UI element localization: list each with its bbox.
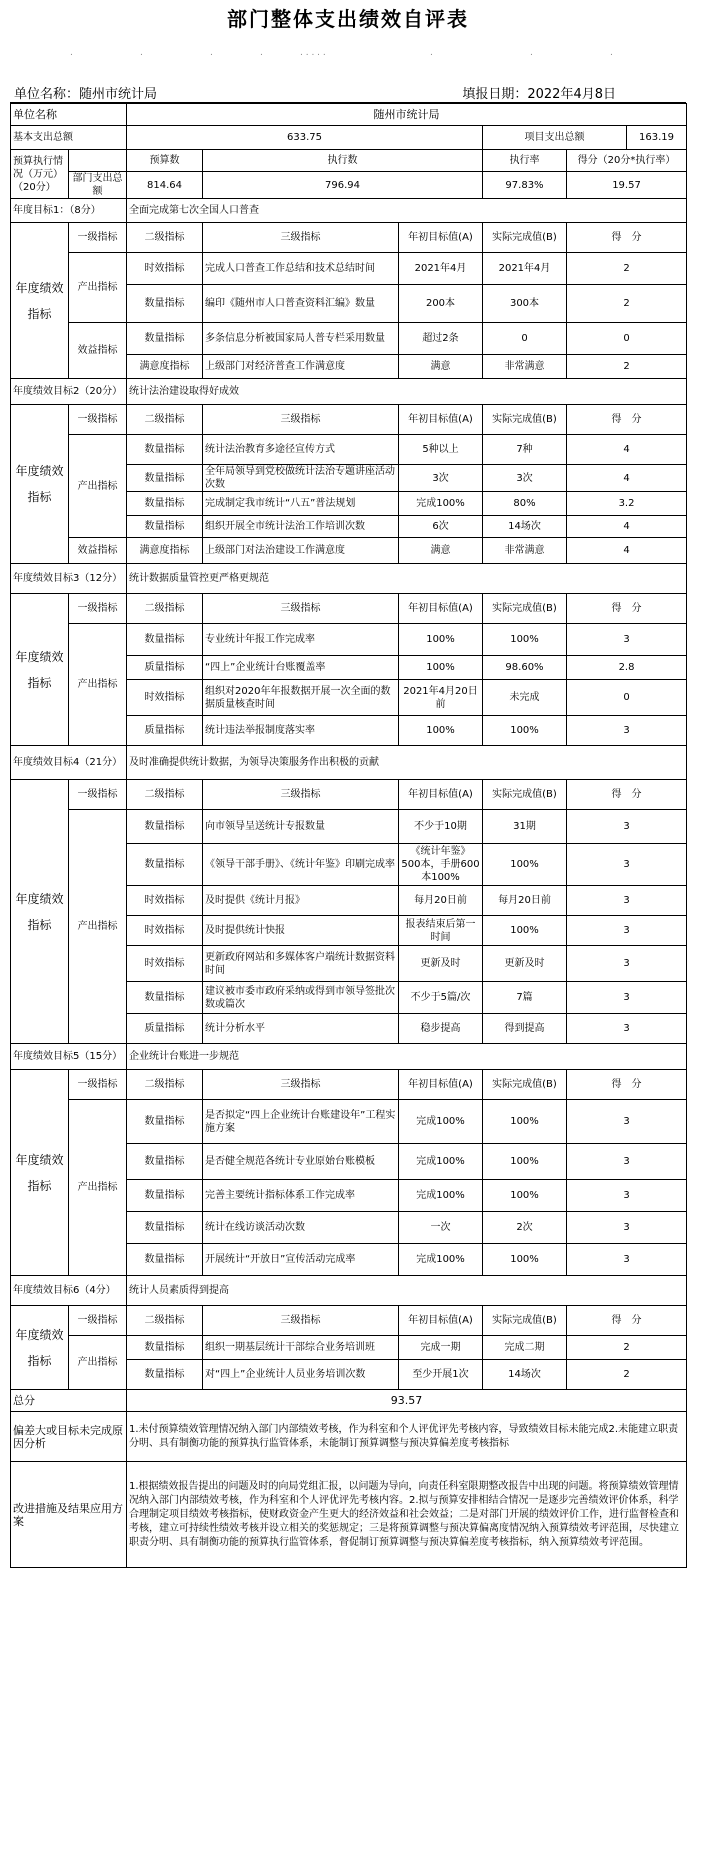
rate-value: 97.83% [483,172,567,199]
header-target: 年初目标值(A) [399,1306,483,1336]
header-target: 年初目标值(A) [399,223,483,253]
budget-header-rate: 执行率 [483,150,567,172]
fill-date-label: 填报日期：2022年4月8日 [462,87,616,102]
level2-indicator: 数量指标 [127,492,203,516]
indicator-block-label: 年度绩效指标 [11,1070,69,1276]
target-value: 完成一期 [399,1336,483,1360]
header-level2: 二级指标 [127,1306,203,1336]
score-value: 3 [567,916,687,946]
level3-indicator: 上级部门对法治建设工作满意度 [203,538,399,564]
project-total-value: 163.19 [627,126,687,150]
header-score: 得 分 [567,1070,687,1100]
target-value: 完成100% [399,1180,483,1212]
basic-total-value: 633.75 [127,126,483,150]
target-value: 100% [399,656,483,680]
target-value: 不少于10期 [399,810,483,844]
header-score: 得 分 [567,223,687,253]
level3-indicator: 组织开展全市统计法治工作培训次数 [203,516,399,538]
indicator-block-label: 年度绩效指标 [11,223,69,379]
score-value: 2 [567,253,687,285]
score-value: 19.57 [567,172,687,199]
level1-indicator: 产出指标 [69,1100,127,1276]
score-value: 3 [567,982,687,1014]
actual-value: 2021年4月 [483,253,567,285]
measures-label: 改进措施及结果应用方案 [11,1462,127,1568]
score-value: 3 [567,1144,687,1180]
target-value: 3次 [399,465,483,492]
level1-indicator: 效益指标 [69,323,127,379]
level3-indicator: 《领导干部手册》、《统计年鉴》印刷完成率 [203,844,399,886]
level1-indicator: 产出指标 [69,435,127,538]
target-value: 至少开展1次 [399,1360,483,1390]
target-value: 稳步提高 [399,1014,483,1044]
target-value: 200本 [399,285,483,323]
header-level2: 二级指标 [127,223,203,253]
header-level3: 三级指标 [203,594,399,624]
actual-value: 非常满意 [483,355,567,379]
header-target: 年初目标值(A) [399,780,483,810]
total-value: 93.57 [127,1390,687,1412]
deviation-label: 偏差大或目标未完成原因分析 [11,1412,127,1462]
goal-label: 年度绩效目标3（12分） [11,564,127,594]
actual-value: 0 [483,323,567,355]
header-score: 得 分 [567,780,687,810]
actual-value: 80% [483,492,567,516]
score-value: 2 [567,1336,687,1360]
level1-indicator: 效益指标 [69,538,127,564]
level2-indicator: 数量指标 [127,844,203,886]
level2-indicator: 数量指标 [127,1180,203,1212]
level2-indicator: 质量指标 [127,1014,203,1044]
target-value: 完成100% [399,1100,483,1144]
level3-indicator: “四上”企业统计台账覆盖率 [203,656,399,680]
score-value: 4 [567,538,687,564]
level2-indicator: 数量指标 [127,1336,203,1360]
target-value: 更新及时 [399,946,483,982]
dept-total-label: 部门支出总额 [69,172,127,199]
header-actual: 实际完成值(B) [483,780,567,810]
level3-indicator: 统计法治教育多途径宣传方式 [203,435,399,465]
level2-indicator: 数量指标 [127,810,203,844]
actual-value: 100% [483,916,567,946]
dotted-separator: . . . . . . . . . . . . [70,48,613,58]
actual-value: 300本 [483,285,567,323]
actual-value: 100% [483,716,567,746]
header-level1: 一级指标 [69,405,127,435]
goal-label: 年度目标1：（8分） [11,199,127,223]
header-actual: 实际完成值(B) [483,1070,567,1100]
budget-execution-label: 预算执行情况（万元）（20分） [11,150,69,199]
header-level2: 二级指标 [127,405,203,435]
level3-indicator: 统计在线访谈活动次数 [203,1212,399,1244]
total-label: 总分 [11,1390,127,1412]
header-level1: 一级指标 [69,780,127,810]
actual-value: 7种 [483,435,567,465]
header-level1: 一级指标 [69,1070,127,1100]
goal-label: 年度绩效目标2（20分） [11,379,127,405]
level2-indicator: 时效指标 [127,253,203,285]
project-total-label: 项目支出总额 [483,126,627,150]
score-value: 3 [567,716,687,746]
budget-header-executed: 执行数 [203,150,483,172]
header-level3: 三级指标 [203,405,399,435]
actual-value: 得到提高 [483,1014,567,1044]
level2-indicator: 数量指标 [127,1360,203,1390]
level2-indicator: 时效指标 [127,946,203,982]
goal-text: 全面完成第七次全国人口普查 [127,199,687,223]
target-value: 《统计年鉴》500本，手册600本100% [399,844,483,886]
level1-indicator: 产出指标 [69,253,127,323]
actual-value: 100% [483,1244,567,1276]
level3-indicator: 建议被市委市政府采纳或得到市领导签批次数或篇次 [203,982,399,1014]
level2-indicator: 时效指标 [127,886,203,916]
score-value: 4 [567,516,687,538]
goal-text: 及时准确提供统计数据，为领导决策服务作出积极的贡献 [127,746,687,780]
target-value: 报表结束后第一时间 [399,916,483,946]
actual-value: 100% [483,1180,567,1212]
score-value: 3 [567,1014,687,1044]
header-level2: 二级指标 [127,594,203,624]
level3-indicator: 编印《随州市人口普查资料汇编》数量 [203,285,399,323]
target-value: 5种以上 [399,435,483,465]
header-level1: 一级指标 [69,223,127,253]
actual-value: 100% [483,1144,567,1180]
level3-indicator: 统计违法举报制度落实率 [203,716,399,746]
score-value: 0 [567,680,687,716]
header-actual: 实际完成值(B) [483,594,567,624]
score-value: 3 [567,886,687,916]
level3-indicator: 是否拟定“四上企业统计台账建设年”工程实施方案 [203,1100,399,1144]
actual-value: 每月20日前 [483,886,567,916]
header-level2: 二级指标 [127,1070,203,1100]
level2-indicator: 满意度指标 [127,538,203,564]
header-level1: 一级指标 [69,1306,127,1336]
level3-indicator: 组织一期基层统计干部综合业务培训班 [203,1336,399,1360]
score-value: 3 [567,1212,687,1244]
actual-value: 31期 [483,810,567,844]
level3-indicator: 向市领导呈送统计专报数量 [203,810,399,844]
level3-indicator: 统计分析水平 [203,1014,399,1044]
level1-indicator: 产出指标 [69,810,127,1044]
level2-indicator: 满意度指标 [127,355,203,379]
actual-value: 100% [483,844,567,886]
goal-label: 年度绩效目标4（21分） [11,746,127,780]
score-value: 3.2 [567,492,687,516]
target-value: 100% [399,716,483,746]
level2-indicator: 数量指标 [127,435,203,465]
goal-text: 企业统计台账进一步规范 [127,1044,687,1070]
indicator-block-label: 年度绩效指标 [11,405,69,564]
actual-value: 未完成 [483,680,567,716]
target-value: 一次 [399,1212,483,1244]
target-value: 不少于5篇/次 [399,982,483,1014]
goal-label: 年度绩效目标5（15分） [11,1044,127,1070]
indicator-block-label: 年度绩效指标 [11,594,69,746]
header-level3: 三级指标 [203,223,399,253]
unit-name-cell-value: 随州市统计局 [127,104,687,126]
target-value: 2021年4月 [399,253,483,285]
target-value: 100% [399,624,483,656]
level2-indicator: 数量指标 [127,1244,203,1276]
header-actual: 实际完成值(B) [483,405,567,435]
actual-value: 100% [483,1100,567,1144]
target-value: 超过2条 [399,323,483,355]
header-level3: 三级指标 [203,1306,399,1336]
self-evaluation-form [10,0,686,1568]
target-value: 2021年4月20日前 [399,680,483,716]
actual-value: 非常满意 [483,538,567,564]
target-value: 完成100% [399,492,483,516]
executed-value: 796.94 [203,172,483,199]
level2-indicator: 数量指标 [127,465,203,492]
level3-indicator: 更新政府网站和多媒体客户端统计数据资料时间 [203,946,399,982]
level3-indicator: 完成制定我市统计“八五”普法规划 [203,492,399,516]
header-score: 得 分 [567,405,687,435]
score-value: 2 [567,1360,687,1390]
level2-indicator: 数量指标 [127,1144,203,1180]
score-value: 3 [567,844,687,886]
basic-total-label: 基本支出总额 [11,126,127,150]
goal-text: 统计数据质量管控更严格更规范 [127,564,687,594]
page-title: 部门整体支出绩效自评表 [227,7,469,31]
budget-header-score: 得分（20分*执行率） [567,150,687,172]
level2-indicator: 时效指标 [127,916,203,946]
evaluation-table [10,103,687,1568]
level3-indicator: 完善主要统计指标体系工作完成率 [203,1180,399,1212]
level3-indicator: 全年局领导到党校做统计法治专题讲座活动次数 [203,465,399,492]
level3-indicator: 及时提供《统计月报》 [203,886,399,916]
level2-indicator: 数量指标 [127,1212,203,1244]
level2-indicator: 时效指标 [127,680,203,716]
header-level3: 三级指标 [203,1070,399,1100]
actual-value: 2次 [483,1212,567,1244]
target-value: 满意 [399,538,483,564]
actual-value: 14场次 [483,516,567,538]
target-value: 每月20日前 [399,886,483,916]
score-value: 2 [567,285,687,323]
level3-indicator: 上级部门对经济普查工作满意度 [203,355,399,379]
actual-value: 98.60% [483,656,567,680]
level3-indicator: 专业统计年报工作完成率 [203,624,399,656]
budget-value: 814.64 [127,172,203,199]
level3-indicator: 多条信息分析被国家局人普专栏采用数量 [203,323,399,355]
budget-header-budget: 预算数 [127,150,203,172]
score-value: 3 [567,810,687,844]
level1-indicator: 产出指标 [69,624,127,746]
score-value: 4 [567,465,687,492]
header-level3: 三级指标 [203,780,399,810]
level2-indicator: 数量指标 [127,516,203,538]
level1-indicator: 产出指标 [69,1336,127,1390]
level2-indicator: 质量指标 [127,656,203,680]
target-value: 完成100% [399,1244,483,1276]
level3-indicator: 组织对2020年年报数据开展一次全面的数据质量核查时间 [203,680,399,716]
deviation-text: 1.未付预算绩效管理情况纳入部门内部绩效考核，作为科室和个人评优评先考核内容，导致绩效目标未能完成2.未能建立职责分明、具有制衡功能的预算执行监管体系，未能制订预算调整与预决算偏差度考核指标 [127,1412,687,1462]
measures-text: 1.根据绩效报告提出的问题及时的向局党组汇报，以问题为导向，向责任科室限期整改报告中出现的问题。将预算绩效管理情况纳入部门内部绩效考核，作为科室和个人评优评先考核内容。2.拟与预算安排相结合情况一是逐步完善绩效评价体系，科学合理制定项目绩效考核指标，使财政资金产生更大的经济效益和社会效益；二是对部门开展的绩效评价工作，进行监督检查和考核，建立可持续性绩效考核并设立相关的奖惩规定；三是将预算调整与预决算偏离度情况纳入预算绩效考评范围，尽快建立职责分明、具有制衡功能的预算执行监管体系，督促制订预算调整与预决算偏差度考核指标，纳入预算绩效考评范围。 [127,1462,687,1568]
level2-indicator: 数量指标 [127,624,203,656]
score-value: 2 [567,355,687,379]
level3-indicator: 开展统计“开放日”宣传活动完成率 [203,1244,399,1276]
score-value: 4 [567,435,687,465]
actual-value: 14场次 [483,1360,567,1390]
header-level1: 一级指标 [69,594,127,624]
unit-name-label: 单位名称：随州市统计局 [14,87,158,102]
score-value: 2.8 [567,656,687,680]
level2-indicator: 数量指标 [127,982,203,1014]
level3-indicator: 及时提供统计快报 [203,916,399,946]
header-score: 得 分 [567,594,687,624]
score-value: 0 [567,323,687,355]
score-value: 3 [567,1180,687,1212]
level3-indicator: 是否健全规范各统计专业原始台账模板 [203,1144,399,1180]
header-target: 年初目标值(A) [399,1070,483,1100]
indicator-block-label: 年度绩效指标 [11,780,69,1044]
header-target: 年初目标值(A) [399,594,483,624]
header-actual: 实际完成值(B) [483,1306,567,1336]
level3-indicator: 对“四上”企业统计人员业务培训次数 [203,1360,399,1390]
unit-name-cell-label: 单位名称 [11,104,127,126]
level3-indicator: 完成人口普查工作总结和技术总结时间 [203,253,399,285]
indicator-block-label: 年度绩效指标 [11,1306,69,1390]
level2-indicator: 质量指标 [127,716,203,746]
level2-indicator: 数量指标 [127,323,203,355]
actual-value: 100% [483,624,567,656]
level2-indicator: 数量指标 [127,1100,203,1144]
goal-label: 年度绩效目标6（4分） [11,1276,127,1306]
header-target: 年初目标值(A) [399,405,483,435]
goal-text: 统计法治建设取得好成效 [127,379,687,405]
score-value: 3 [567,624,687,656]
actual-value: 更新及时 [483,946,567,982]
form-header-info [10,80,686,103]
goal-text: 统计人员素质得到提高 [127,1276,687,1306]
actual-value: 7篇 [483,982,567,1014]
level2-indicator: 数量指标 [127,285,203,323]
actual-value: 完成二期 [483,1336,567,1360]
header-actual: 实际完成值(B) [483,223,567,253]
header-score: 得 分 [567,1306,687,1336]
score-value: 3 [567,946,687,982]
score-value: 3 [567,1244,687,1276]
target-value: 6次 [399,516,483,538]
target-value: 满意 [399,355,483,379]
header-level2: 二级指标 [127,780,203,810]
target-value: 完成100% [399,1144,483,1180]
actual-value: 3次 [483,465,567,492]
score-value: 3 [567,1100,687,1144]
